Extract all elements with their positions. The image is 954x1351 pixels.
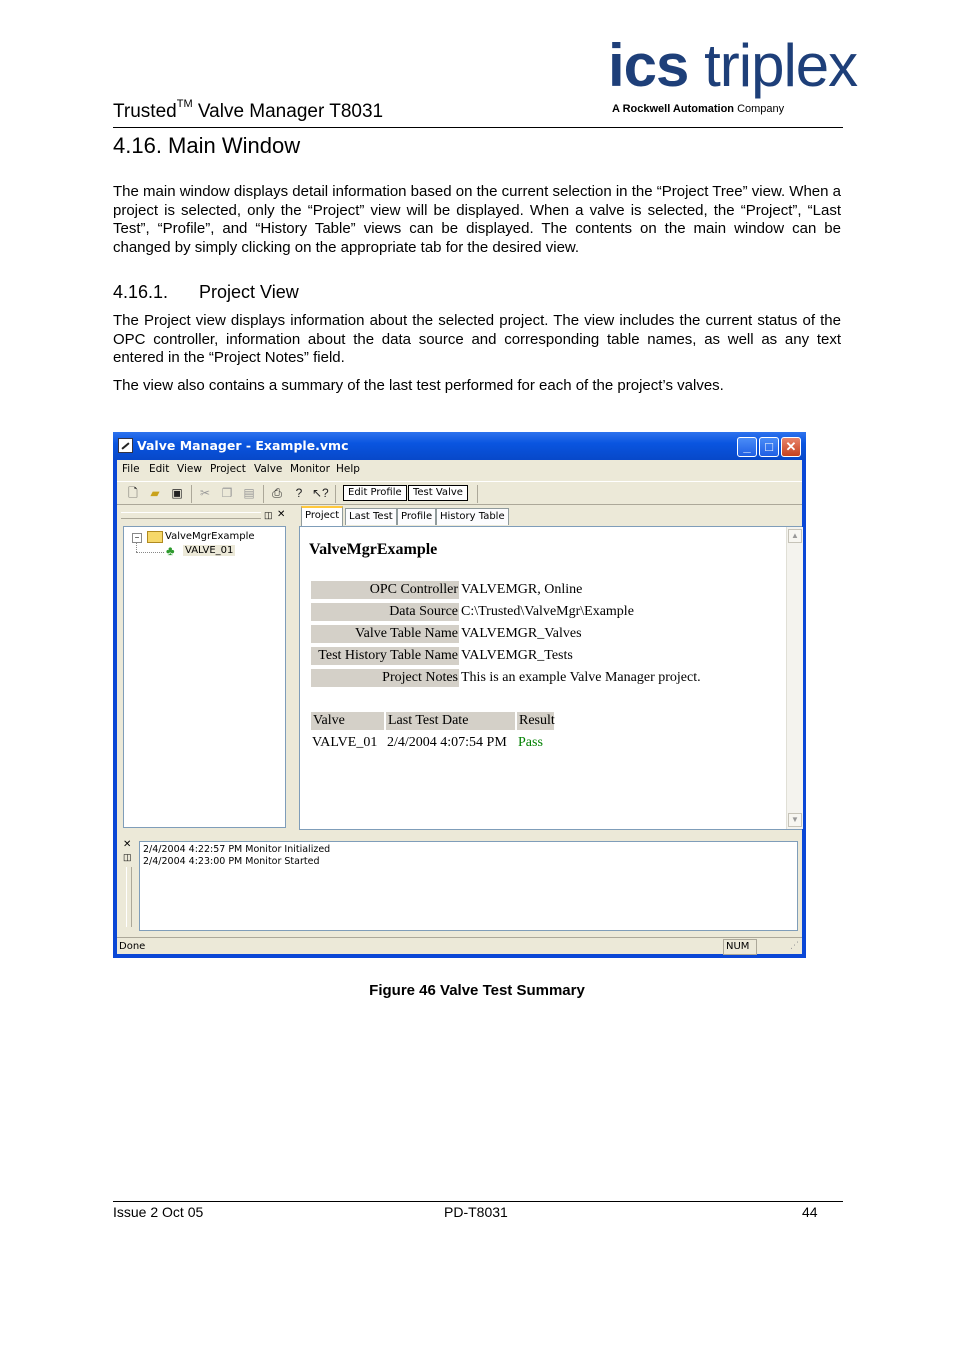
footer-page-number: 44 [802,1204,818,1220]
field-value-opc: VALVEMGR, Online [461,582,583,597]
header-title-prefix: Trusted [113,101,177,122]
tab-last-test[interactable]: Last Test [345,508,397,525]
tab-project[interactable]: Project [301,506,343,526]
project-name: ValveMgrExample [309,541,438,558]
minimize-button[interactable]: _ [737,437,757,457]
summary-header-valve: Valve [311,712,384,730]
print-icon[interactable]: ⎙ [272,486,282,500]
field-label-opc: OPC Controller [311,581,459,599]
toolbar-separator [263,485,264,503]
tree-pane-close-icon[interactable]: ✕ [277,509,286,520]
window-title: Valve Manager - Example.vmc [137,438,349,453]
project-tree [123,526,286,828]
trademark-superscript: TM [176,98,193,110]
project-view-panel [299,526,802,830]
field-value-notes: This is an example Valve Manager project. [461,670,701,685]
header-title-suffix: Valve Manager T8031 [192,101,384,122]
save-icon[interactable]: ▣ [171,486,183,500]
summary-result: Pass [518,735,543,750]
log-restore-icon[interactable]: ◫ [123,852,132,862]
field-label-notes: Project Notes [311,669,459,687]
maximize-button[interactable]: □ [759,437,779,457]
menu-help[interactable]: Help [336,463,360,475]
section-heading: 4.16. Main Window [113,133,301,158]
field-value-history-table: VALVEMGR_Tests [461,648,573,663]
logo-tagline [612,103,784,115]
field-label-history-table: Test History Table Name [311,647,459,665]
app-icon [118,438,133,453]
toolbar [117,481,802,505]
log-entry: 2/4/2004 4:23:00 PM Monitor Started [143,856,320,867]
tree-item-project[interactable]: ValveMgrExample [165,531,255,542]
logo-tagline-bold: A Rockwell Automation [612,103,735,115]
document-header-title [113,98,384,123]
menu-project[interactable]: Project [210,463,246,475]
ics-triplex-logo [608,32,858,99]
logo-bold-part: ics [608,32,689,99]
menu-monitor[interactable]: Monitor [290,463,330,475]
window-client-area [117,460,802,954]
toolbar-separator [477,485,478,503]
tree-pane-restore-icon[interactable]: ◫ [264,510,273,520]
tree-collapse-icon[interactable]: − [132,533,142,543]
folder-icon [147,531,163,543]
menu-view[interactable]: View [177,463,202,475]
menu-file[interactable]: File [122,463,140,475]
summary-paragraph: The view also contains a summary of the last test performed for each of the project’s valves. [113,377,724,394]
log-close-icon[interactable]: ✕ [123,839,132,850]
log-pane [117,835,802,935]
tree-item-valve[interactable]: VALVE_01 [185,545,234,556]
menu-bar [117,460,802,480]
logo-light-part: triplex [688,32,858,99]
tree-pane-gripper[interactable] [121,512,261,519]
summary-date: 2/4/2004 4:07:54 PM [387,735,507,750]
summary-header-result: Result [519,713,555,728]
field-label-data-source: Data Source [311,603,459,621]
help-icon[interactable]: ? [295,486,303,500]
scroll-down-icon[interactable]: ▼ [788,813,802,827]
toolbar-separator [191,485,192,503]
resize-grip-icon[interactable]: ⋰ [790,941,799,951]
paste-icon[interactable]: ▤ [243,486,255,500]
test-valve-button[interactable]: Test Valve [408,485,468,501]
valve-icon: ♣ [166,543,175,558]
tab-history-table[interactable]: History Table [436,508,509,525]
vertical-scrollbar[interactable] [786,527,803,829]
field-value-data-source: C:\Trusted\ValveMgr\Example [461,604,634,619]
footer-rule [113,1201,843,1202]
status-text: Done [119,941,146,952]
summary-valve: VALVE_01 [312,735,378,750]
view-tabs [299,506,802,526]
scroll-up-icon[interactable]: ▲ [788,529,802,543]
log-entry: 2/4/2004 4:22:57 PM Monitor Initialized [143,844,331,855]
status-bar [117,937,802,955]
window-titlebar[interactable] [113,432,806,460]
open-folder-icon[interactable]: ▰ [150,486,160,500]
footer-issue: Issue 2 Oct 05 [113,1204,204,1220]
cut-icon[interactable]: ✂ [199,486,211,500]
header-rule [113,127,843,128]
subsection-title: Project View [199,282,299,302]
edit-profile-button[interactable]: Edit Profile [343,485,407,501]
summary-header-date: Last Test Date [386,712,515,730]
new-file-icon[interactable]: 🗋 [128,486,138,500]
tree-connector [136,552,164,554]
close-button[interactable]: ✕ [781,437,801,457]
field-value-valve-table: VALVEMGR_Valves [461,626,582,641]
toolbar-separator [335,485,336,503]
subsection-number: 4.16.1. [113,282,169,302]
valve-manager-window [113,432,806,958]
num-lock-indicator: NUM [723,939,757,955]
footer-doc-number: PD-T8031 [444,1204,508,1220]
menu-valve[interactable]: Valve [254,463,283,475]
log-list [139,841,798,931]
project-view-paragraph: The Project view displays information about the selected project. The view includes the current status of the OPC controller, information about the data source and corresponding table names, as well as any text entered in the “Project Notes” field. [113,312,841,366]
context-help-icon[interactable]: ↖? [312,486,329,500]
logo-tagline-rest: Company [734,103,785,115]
tree-connector [136,542,138,552]
intro-paragraph: The main window displays detail information based on the current selection in the “Project Tree” view. When a project is selected, only the “Project” view will be displayed. When a valve is selected, the “Project”, “Last Test”, “Profile”, and “History Table” views can be displayed. The contents on the main window can be changed by simply clicking on the appropriate tab for the desired view. [113,183,841,256]
copy-icon[interactable]: ❐ [221,486,233,500]
menu-edit[interactable]: Edit [149,463,170,475]
log-pane-gripper[interactable] [126,867,132,927]
tab-profile[interactable]: Profile [397,508,436,525]
figure-caption: Figure 46 Valve Test Summary [369,982,585,999]
field-label-valve-table: Valve Table Name [311,625,459,643]
